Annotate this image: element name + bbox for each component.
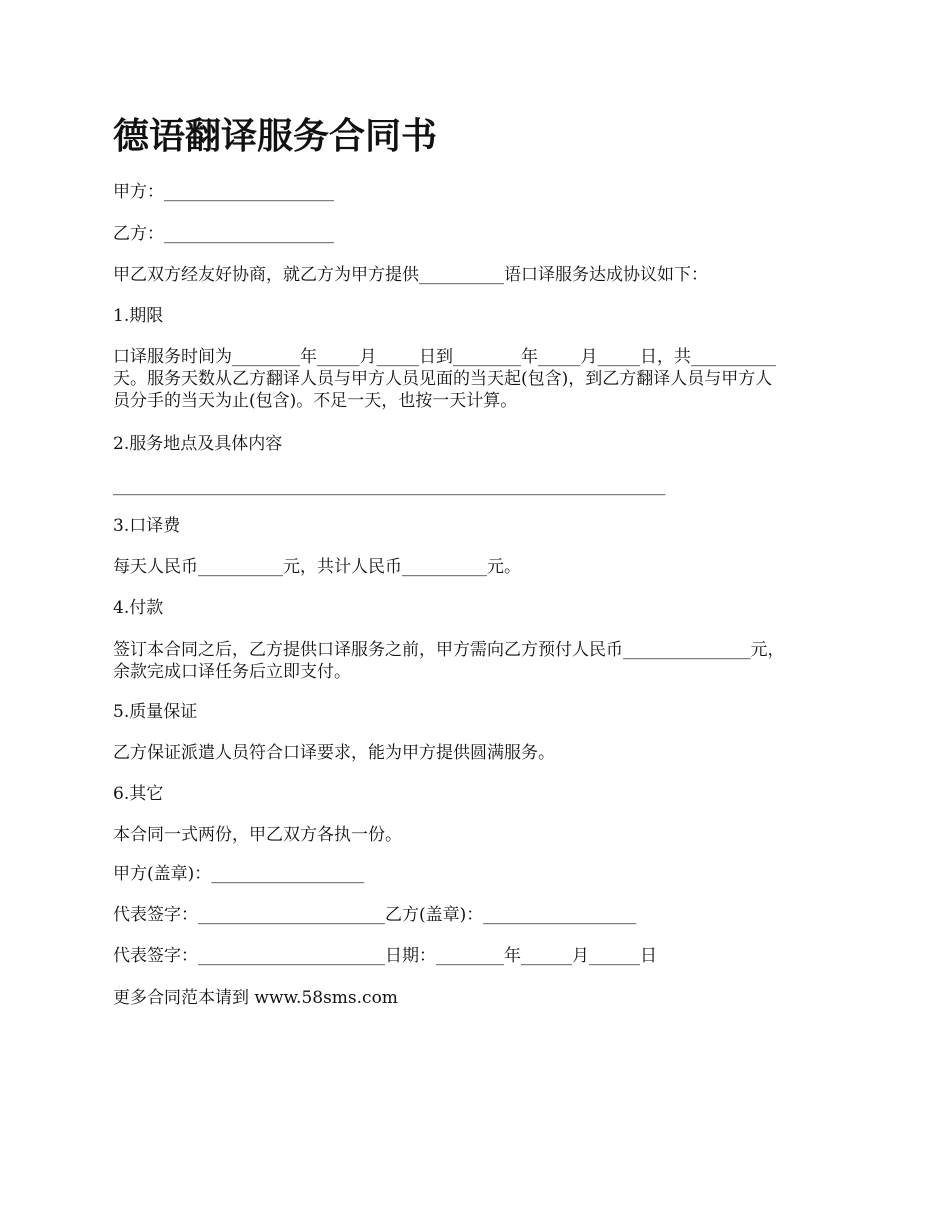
section-6-heading: 6.其它	[113, 784, 164, 804]
document-title: 德语翻译服务合同书	[113, 115, 438, 157]
section-4-line: 余款完成口译任务后立即支付。	[113, 662, 351, 682]
signature-representative-1: 代表签字：______________________乙方(盖章)：__________________	[113, 905, 637, 925]
section-2-heading: 2.服务地点及具体内容	[113, 434, 283, 454]
section-4-paragraph	[113, 639, 843, 683]
section-3-text: 每天人民币__________元，共计人民币__________元。	[113, 557, 521, 577]
section-5-text: 乙方保证派遣人员符合口译要求，能为甲方提供圆满服务。	[113, 743, 555, 763]
party-a-line: 甲方：____________________	[113, 182, 334, 202]
section-1-heading: 1.期限	[113, 306, 164, 326]
intro-paragraph: 甲乙双方经友好协商，就乙方为甲方提供__________语口译服务达成协议如下：	[113, 265, 708, 285]
section-1-line: 口译服务时间为________年_____月_____日到________年_____月_____日，共__________	[113, 347, 776, 367]
section-1-line: 天。服务天数从乙方翻译人员与甲方人员见面的当天起(包含)，到乙方翻译人员与甲方人	[113, 369, 773, 389]
signature-representative-2: 代表签字：______________________日期：________年______月______日	[113, 946, 657, 966]
section-1-paragraph	[113, 346, 843, 412]
section-2-blank-line: _________________________________________________________________	[113, 476, 666, 496]
section-6-text: 本合同一式两份，甲乙双方各执一份。	[113, 825, 402, 845]
party-b-line: 乙方：____________________	[113, 224, 334, 244]
section-1-line: 员分手的当天为止(包含)。不足一天，也按一天计算。	[113, 391, 518, 411]
section-5-heading: 5.质量保证	[113, 702, 198, 722]
signature-party-a: 甲方(盖章)：__________________	[113, 864, 365, 884]
section-4-line: 签订本合同之后，乙方提供口译服务之前，甲方需向乙方预付人民币_______________元，	[113, 640, 785, 660]
section-3-heading: 3.口译费	[113, 516, 181, 536]
section-4-heading: 4.付款	[113, 598, 164, 618]
footer-note: 更多合同范本请到 www.58sms.com	[113, 988, 398, 1008]
